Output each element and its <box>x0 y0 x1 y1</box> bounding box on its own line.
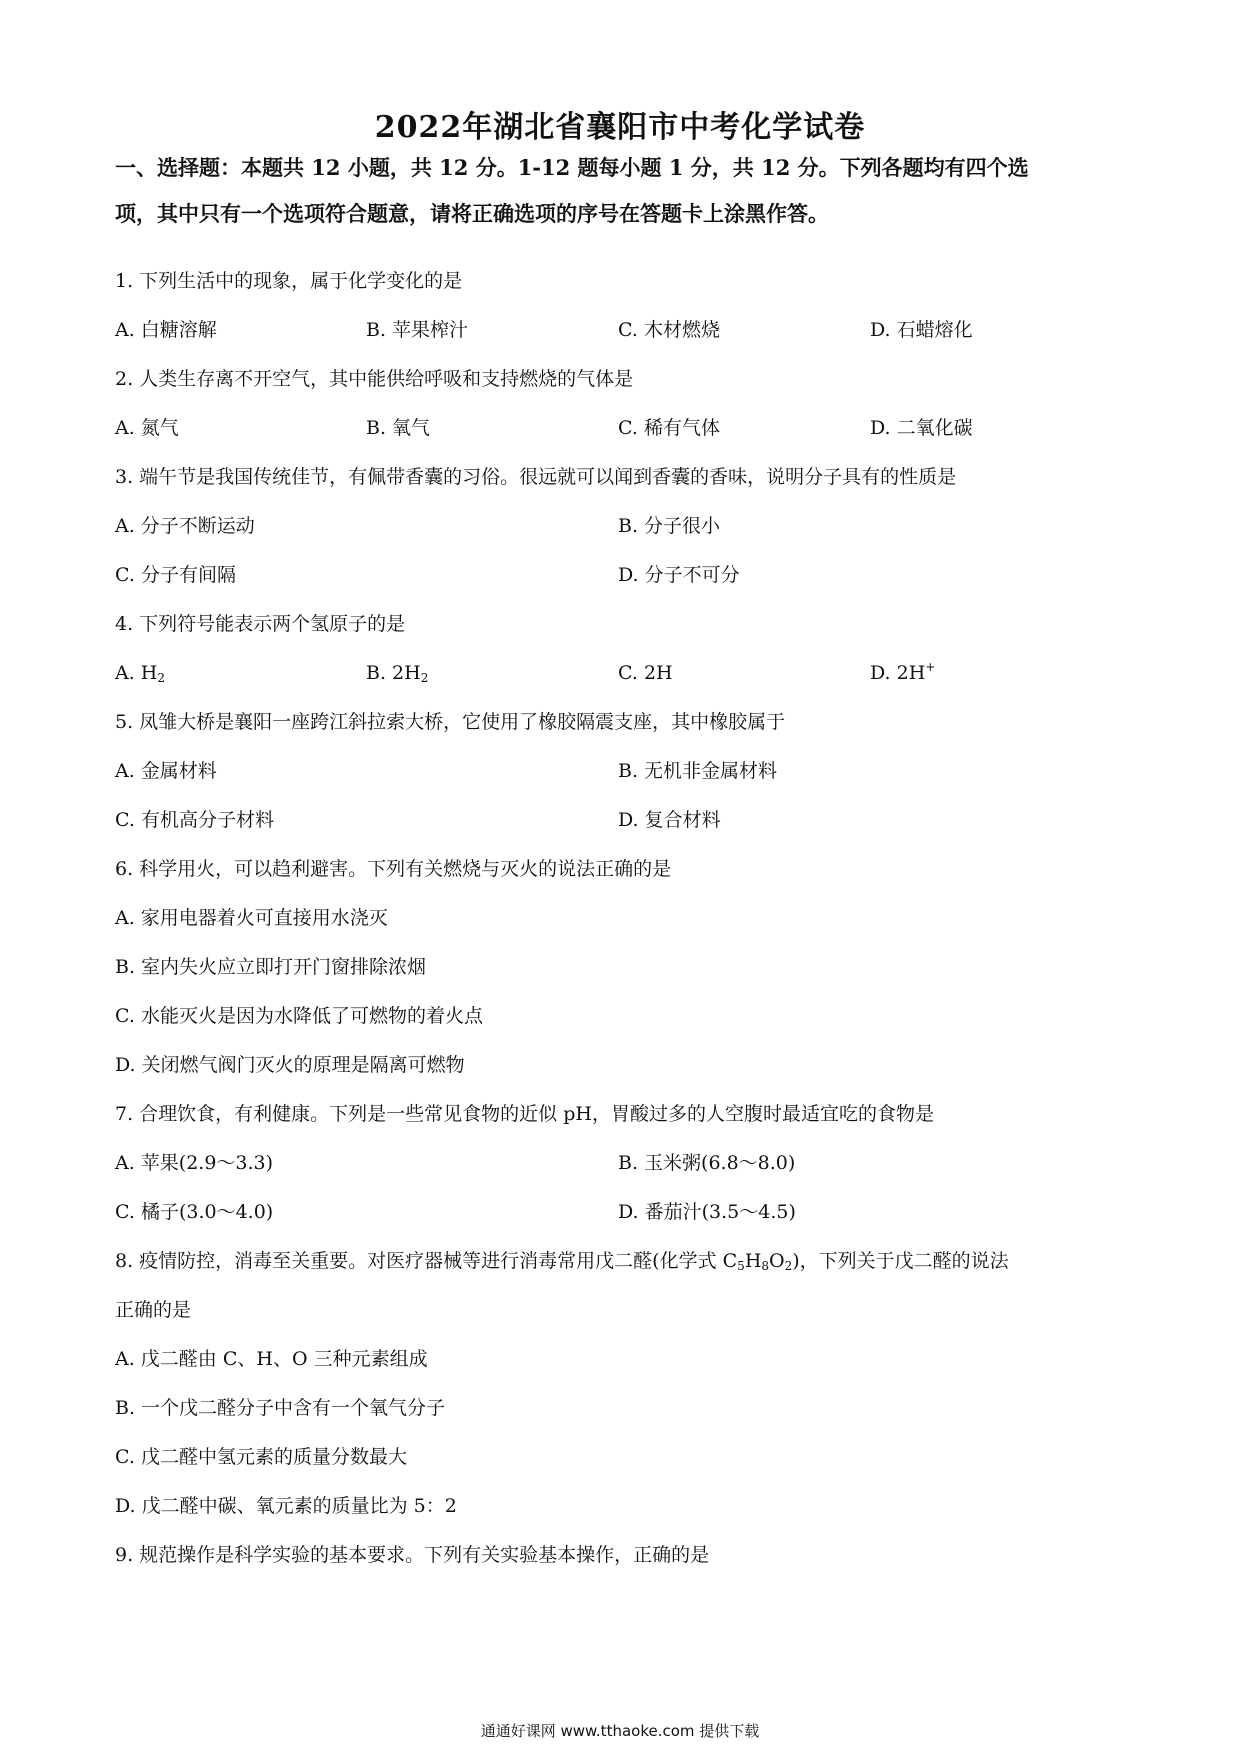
section-heading-2 <box>115 198 1135 230</box>
q4-option-c <box>618 660 673 686</box>
question-1-stem: 1. 下列生活中的现象，属于化学变化的是 <box>115 270 463 292</box>
q5-option-b: B. 无机非金属材料 <box>618 760 778 782</box>
section-heading <box>115 152 1135 184</box>
q3-option-b: B. 分子很小 <box>618 515 721 537</box>
section-heading-line1: 一、选择题：本题共 12 小题，共 12 分。1-12 题每小题 1 分，共 12 分。下列各题均有四个选 <box>115 155 1029 180</box>
q4-option-a-text: A. H <box>115 662 158 684</box>
q4-option-a <box>115 660 165 686</box>
q5-option-d: D. 复合材料 <box>618 809 721 831</box>
q1-option-b: B. 苹果榨汁 <box>366 319 469 341</box>
q4-option-c-text: C. 2H <box>618 662 673 684</box>
page-footer: 通通好课网 www.tthaoke.com 提供下载 <box>480 1722 760 1740</box>
section-heading-line2: 项，其中只有一个选项符合题意，请将正确选项的序号在答题卡上涂黑作答。 <box>115 201 829 226</box>
q6-option-a: A. 家用电器着火可直接用水浇灭 <box>115 907 388 929</box>
question-7-stem: 7. 合理饮食，有利健康。下列是一些常见食物的近似 pH，胃酸过多的人空腹时最适宜吃的食物是 <box>115 1103 934 1125</box>
q4-option-d <box>870 660 935 686</box>
q7-option-a: A. 苹果(2.9～3.3) <box>115 1152 274 1174</box>
q7-option-d: D. 番茄汁(3.5～4.5) <box>618 1201 796 1223</box>
question-9-stem: 9. 规范操作是科学实验的基本要求。下列有关实验基本操作，正确的是 <box>115 1544 710 1566</box>
q8-sub-h: 8 <box>761 1259 770 1273</box>
q6-option-c: C. 水能灭火是因为水降低了可燃物的着火点 <box>115 1005 483 1027</box>
q2-option-d: D. 二氧化碳 <box>870 417 973 439</box>
q4-option-d-sup: + <box>925 660 936 674</box>
question-5-stem: 5. 凤雏大桥是襄阳一座跨江斜拉索大桥，它使用了橡胶隔震支座，其中橡胶属于 <box>115 711 786 733</box>
q4-option-d-text: D. 2H <box>870 662 926 684</box>
q4-option-b-text: B. 2H <box>366 662 421 684</box>
q1-option-d: D. 石蜡熔化 <box>870 319 973 341</box>
question-6-stem: 6. 科学用火，可以趋利避害。下列有关燃烧与灭火的说法正确的是 <box>115 858 672 880</box>
q8-h: H <box>744 1250 762 1272</box>
question-2-stem: 2. 人类生存离不开空气，其中能供给呼吸和支持燃烧的气体是 <box>115 368 634 390</box>
q8-option-c: C. 戊二醛中氢元素的质量分数最大 <box>115 1446 407 1468</box>
q4-option-b-sub: 2 <box>420 671 429 685</box>
q5-option-a: A. 金属材料 <box>115 760 217 782</box>
q8-sub-o: 2 <box>784 1259 793 1273</box>
q8-stem-tail: )，下列关于戊二醛的说法 <box>792 1250 1009 1272</box>
q5-option-c: C. 有机高分子材料 <box>115 809 274 831</box>
question-8-stem-line2: 正确的是 <box>115 1299 192 1321</box>
q3-option-c: C. 分子有间隔 <box>115 564 236 586</box>
q4-option-a-sub: 2 <box>157 671 166 685</box>
q8-sub-c: 5 <box>737 1259 745 1273</box>
q3-option-a: A. 分子不断运动 <box>115 515 255 537</box>
page-title: 2022年湖北省襄阳市中考化学试卷 <box>374 110 866 145</box>
question-8-stem <box>115 1248 1009 1274</box>
q8-option-b: B. 一个戊二醛分子中含有一个氧气分子 <box>115 1397 446 1419</box>
q1-option-c: C. 木材燃烧 <box>618 319 720 341</box>
q6-option-b: B. 室内失火应立即打开门窗排除浓烟 <box>115 956 427 978</box>
q2-option-c: C. 稀有气体 <box>618 417 720 439</box>
q1-option-a: A. 白糖溶解 <box>115 319 217 341</box>
q8-stem-text: 8. 疫情防控，消毒至关重要。对医疗器械等进行消毒常用戊二醛(化学式 C <box>115 1250 738 1272</box>
q7-option-b: B. 玉米粥(6.8～8.0) <box>618 1152 796 1174</box>
q8-option-d: D. 戊二醛中碳、氧元素的质量比为 5：2 <box>115 1495 457 1517</box>
q7-option-c: C. 橘子(3.0～4.0) <box>115 1201 274 1223</box>
q3-option-d: D. 分子不可分 <box>618 564 740 586</box>
question-4-stem: 4. 下列符号能表示两个氢原子的是 <box>115 613 406 635</box>
question-3-stem: 3. 端午节是我国传统佳节，有佩带香囊的习俗。很远就可以闻到香囊的香味，说明分子具有的性质是 <box>115 466 957 488</box>
q6-option-d: D. 关闭燃气阀门灭火的原理是隔离可燃物 <box>115 1054 465 1076</box>
q4-option-b <box>366 660 428 686</box>
q2-option-b: B. 氧气 <box>366 417 431 439</box>
q8-option-a: A. 戊二醛由 C、H、O 三种元素组成 <box>115 1348 428 1370</box>
q8-o: O <box>769 1250 785 1272</box>
q2-option-a: A. 氮气 <box>115 417 179 439</box>
